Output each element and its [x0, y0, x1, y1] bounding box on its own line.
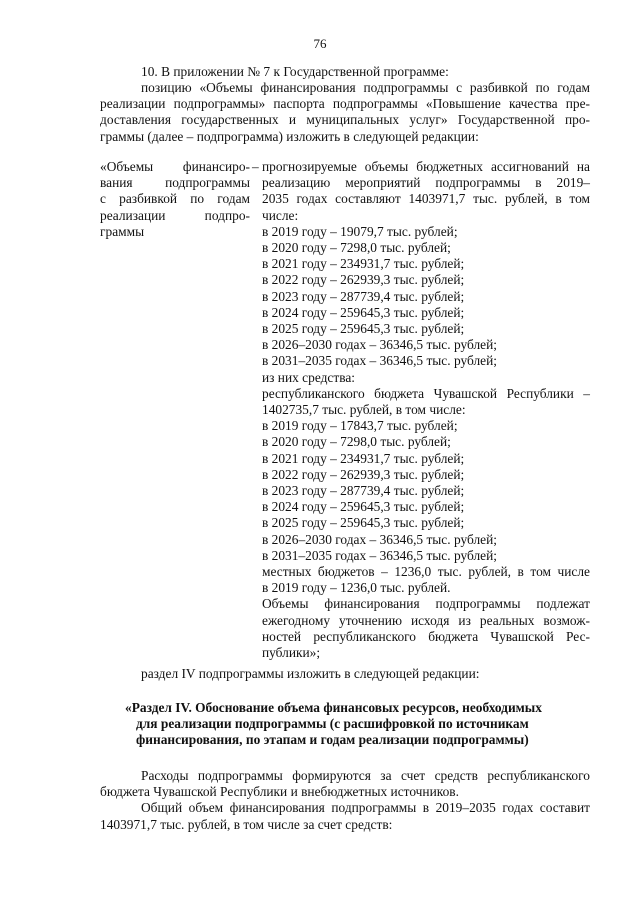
- section-note: раздел IV подпрограммы изложить в следующей редакции:: [141, 666, 480, 681]
- funding-year-line: в 2022 году – 262939,3 тыс. рублей;: [262, 466, 465, 482]
- funding-line: прогнозируемые объемы бюджетных ассигнований на: [262, 159, 590, 174]
- section-heading: [125, 700, 595, 749]
- item-title-paragraph: [100, 64, 590, 80]
- intro-line: доставления государственных и муниципальных услуг» Государственной про-: [100, 112, 590, 128]
- body-paragraph: [100, 768, 590, 833]
- funding-year-line: в 2019 году – 19079,7 тыс. рублей;: [262, 223, 458, 239]
- passport-label-line: реализации подпро-: [100, 207, 250, 223]
- funding-note-line: ностей республиканского бюджета Чувашской Рес-: [262, 628, 590, 644]
- funding-year-line: в 2021 году – 234931,7 тыс. рублей;: [262, 256, 465, 272]
- funding-year-line: в 2022 году – 262939,3 тыс. рублей;: [262, 272, 465, 288]
- funding-line: реализацию мероприятий подпрограммы в 2019–: [262, 175, 590, 191]
- funding-year-line: в 2020 году – 7298,0 тыс. рублей;: [262, 434, 451, 450]
- funding-year-line: в 2019 году – 1236,0 тыс. рублей.: [262, 580, 451, 596]
- passport-label-column: [100, 159, 250, 240]
- passport-label-line: граммы: [100, 223, 145, 239]
- funding-line: из них средства:: [262, 369, 356, 385]
- funding-year-line: в 2026–2030 годах – 36346,5 тыс. рублей;: [262, 531, 497, 547]
- funding-year-line: в 2026–2030 годах – 36346,5 тыс. рублей;: [262, 337, 497, 353]
- funding-year-line: в 2020 году – 7298,0 тыс. рублей;: [262, 240, 451, 256]
- section-note-paragraph: [100, 666, 590, 682]
- funding-note-line: публики»;: [262, 645, 321, 661]
- funding-year-line: в 2023 году – 287739,4 тыс. рублей;: [262, 288, 465, 304]
- section-heading-line: «Раздел IV. Обоснование объема финансовых ресурсов, необходимых: [125, 700, 542, 715]
- funding-year-line: в 2019 году – 17843,7 тыс. рублей;: [262, 418, 458, 434]
- funding-line: местных бюджетов – 1236,0 тыс. рублей, в том числе: [262, 564, 590, 580]
- funding-year-line: в 2025 году – 259645,3 тыс. рублей;: [262, 515, 465, 531]
- funding-year-line: в 2031–2035 годах – 36346,5 тыс. рублей;: [262, 547, 497, 563]
- funding-note-line: Объемы финансирования подпрограммы подлежат: [262, 596, 590, 612]
- passport-label-line: «Объемы финансиро-: [100, 159, 250, 174]
- section-heading-line: финансирования, по этапам и годам реализации подпрограммы): [136, 732, 529, 748]
- funding-line: республиканского бюджета Чувашской Республики –: [262, 385, 590, 401]
- passport-label-line: с разбивкой по годам: [100, 191, 250, 207]
- passport-label-line: вания подпрограммы: [100, 175, 250, 191]
- body-line: Расходы подпрограммы формируются за счет средств республиканского: [141, 768, 590, 783]
- intro-paragraph: [100, 80, 590, 145]
- section-heading-line: для реализации подпрограммы (с расшифровкой по источникам: [136, 716, 529, 732]
- intro-line: позицию «Объемы финансирования подпрограммы с разбивкой по годам: [141, 80, 590, 95]
- funding-note-line: ежегодному уточнению исходя из реальных возмож-: [262, 612, 590, 628]
- body-line: Общий объем финансирования подпрограммы в 2019–2035 годах составит: [141, 800, 590, 816]
- funding-year-line: в 2024 году – 259645,3 тыс. рублей;: [262, 499, 465, 515]
- funding-year-line: в 2024 году – 259645,3 тыс. рублей;: [262, 304, 465, 320]
- intro-line: граммы (далее – подпрограмма) изложить в следующей редакции:: [100, 128, 479, 144]
- page-number: 76: [313, 36, 327, 51]
- funding-year-line: в 2021 году – 234931,7 тыс. рублей;: [262, 450, 465, 466]
- body-line: бюджета Чувашской Республики и внебюджетных источников.: [100, 784, 459, 800]
- intro-line: реализации подпрограммы» паспорта подпрограммы «Повышение качества пре-: [100, 96, 590, 112]
- funding-year-line: в 2031–2035 годах – 36346,5 тыс. рублей;: [262, 353, 497, 369]
- passport-dash: –: [252, 159, 259, 174]
- passport-value-column: [262, 159, 590, 661]
- funding-line: 1402735,7 тыс. рублей, в том числе:: [262, 402, 466, 418]
- item-title: 10. В приложении № 7 к Государственной программе:: [141, 64, 449, 79]
- body-line: 1403971,7 тыс. рублей, в том числе за счет средств:: [100, 816, 393, 832]
- funding-year-line: в 2023 году – 287739,4 тыс. рублей;: [262, 483, 465, 499]
- funding-line: 2035 годах составляют 1403971,7 тыс. рублей, в том: [262, 191, 590, 207]
- funding-line: числе:: [262, 207, 299, 223]
- funding-year-line: в 2025 году – 259645,3 тыс. рублей;: [262, 321, 465, 337]
